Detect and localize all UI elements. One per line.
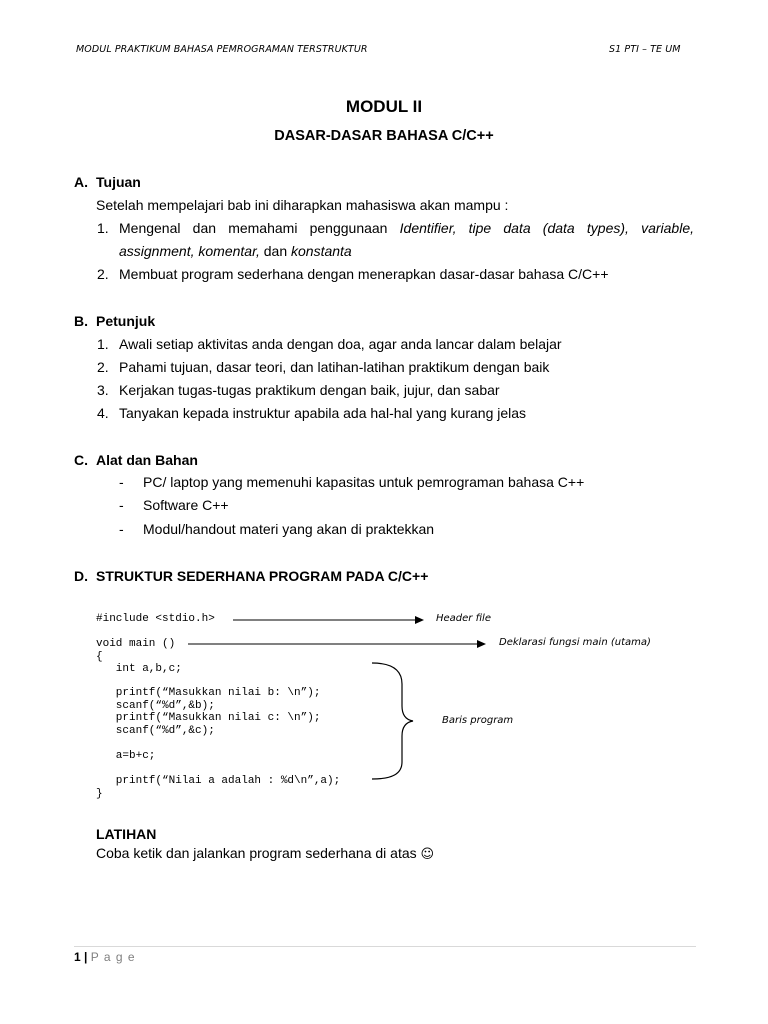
section-c-item-3: Modul/handout materi yang akan di praktekkan (143, 521, 435, 537)
section-b-title: Petunjuk (96, 313, 156, 329)
code-line: { (96, 651, 103, 663)
section-a-intro: Setelah mempelajari bab ini diharapkan mahasiswa akan mampu : (96, 197, 509, 213)
latihan-title: LATIHAN (96, 826, 157, 842)
footer-separator: | (84, 950, 88, 964)
page-footer (74, 950, 136, 964)
code-line: a=b+c; (96, 750, 156, 762)
section-b-item-3: Kerjakan tugas-tugas praktikum dengan baik, jujur, dan sabar (119, 382, 500, 398)
code-line: printf(“Nilai a adalah : %d\n”,a); (96, 775, 341, 787)
code-line: #include <stdio.h> (96, 613, 215, 625)
page-number: 1 (74, 950, 81, 964)
smiley-icon: ☺ (420, 847, 435, 862)
page-label: P a g e (90, 950, 136, 964)
code-line: } (96, 788, 103, 800)
curly-brace-icon (372, 663, 413, 779)
section-b-item-4: Tanyakan kepada instruktur apabila ada hal-hal yang kurang jelas (119, 405, 527, 421)
item-italic-text: Identifier, tipe data (data types), variable, assignment, komentar, (119, 220, 694, 259)
section-c-item-1: PC/ laptop yang memenuhi kapasitas untuk pemrograman bahasa C++ (143, 474, 585, 490)
section-b-item-2: Pahami tujuan, dasar teori, dan latihan-latihan praktikum dengan baik (119, 359, 550, 375)
section-a-letter: A. (74, 174, 88, 190)
section-c-title: Alat dan Bahan (96, 452, 198, 468)
section-a-title: Tujuan (96, 174, 141, 190)
latihan-text (96, 842, 434, 866)
list-number: 3. (97, 382, 109, 398)
code-line: scanf(“%d”,&b); (96, 700, 215, 712)
section-d-letter: D. (74, 568, 88, 584)
section-c-letter: C. (74, 452, 88, 468)
annotation-header-file: Header file (436, 613, 491, 624)
list-number: 1. (97, 220, 109, 236)
list-bullet: - (119, 497, 124, 513)
code-line: int a,b,c; (96, 663, 182, 675)
code-line: scanf(“%d”,&c); (96, 725, 215, 737)
footer-divider (74, 946, 696, 947)
item-italic-text: konstanta (291, 243, 352, 259)
item-text: dan (259, 243, 291, 259)
module-subtitle: DASAR-DASAR BAHASA C/C++ (274, 128, 494, 144)
running-header-left: MODUL PRAKTIKUM BAHASA PEMROGRAMAN TERSTRUKTUR (76, 44, 368, 55)
section-c-item-2: Software C++ (143, 497, 229, 513)
item-text: Mengenal dan memahami penggunaan (119, 220, 400, 236)
section-b-item-1: Awali setiap aktivitas anda dengan doa, agar anda lancar dalam belajar (119, 336, 562, 352)
code-line: printf(“Masukkan nilai c: \n”); (96, 712, 321, 724)
module-title: MODUL II (345, 97, 423, 116)
list-bullet: - (119, 521, 124, 537)
list-bullet: - (119, 474, 124, 490)
code-line: printf(“Masukkan nilai b: \n”); (96, 687, 321, 699)
section-b-letter: B. (74, 313, 88, 329)
annotation-main-declaration: Deklarasi fungsi main (utama) (499, 637, 651, 648)
list-number: 2. (97, 266, 109, 282)
running-header-right: S1 PTI – TE UM (609, 44, 681, 55)
annotation-program-body: Baris program (442, 715, 514, 726)
section-d-title: STRUKTUR SEDERHANA PROGRAM PADA C/C++ (96, 568, 429, 584)
list-number: 4. (97, 405, 109, 421)
list-number: 1. (97, 336, 109, 352)
section-a-item-2: Membuat program sederhana dengan menerapkan dasar-dasar bahasa C/C++ (119, 266, 609, 282)
list-number: 2. (97, 359, 109, 375)
latihan-instruction: Coba ketik dan jalankan program sederhana di atas (96, 845, 417, 861)
code-line: void main () (96, 638, 176, 650)
